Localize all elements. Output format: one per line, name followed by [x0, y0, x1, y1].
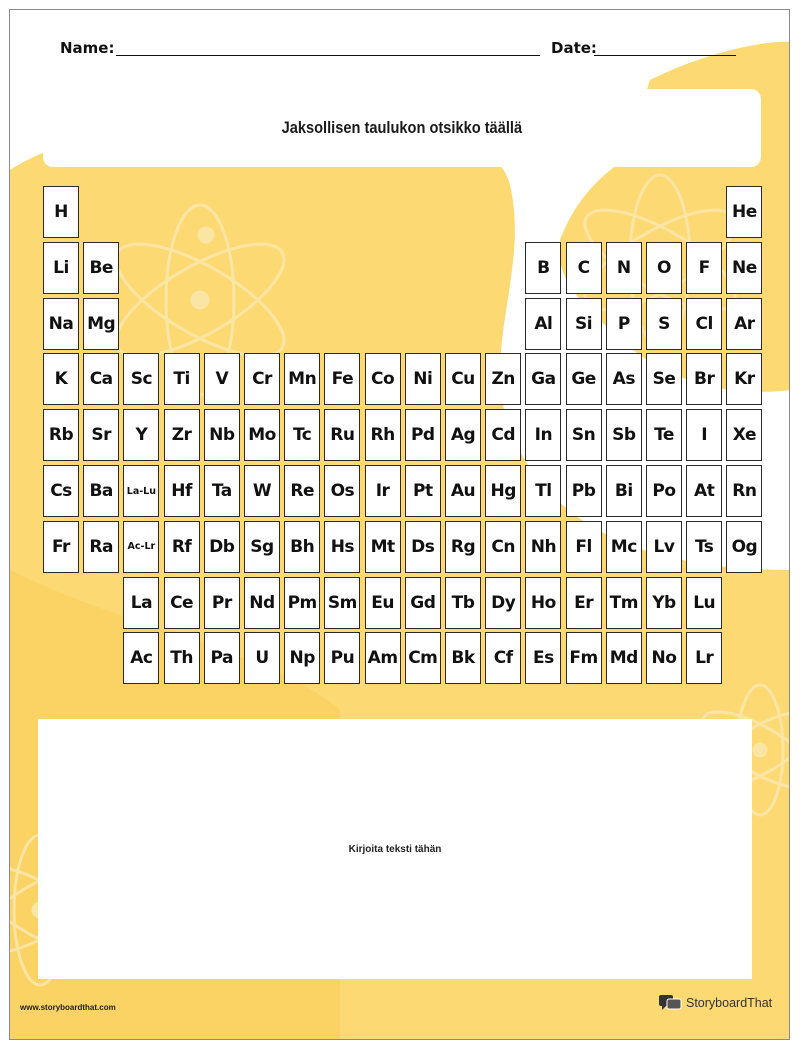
- element-cell-rb[interactable]: Rb: [43, 409, 79, 461]
- element-cell-ta[interactable]: Ta: [204, 465, 240, 517]
- element-cell-pr[interactable]: Pr: [204, 577, 240, 629]
- element-cell-cl[interactable]: Cl: [686, 298, 722, 350]
- element-cell-mt[interactable]: Mt: [365, 521, 401, 573]
- element-cell-ac[interactable]: Ac: [123, 632, 159, 684]
- element-cell-fr[interactable]: Fr: [43, 521, 79, 573]
- storyboard-logo-icon: [658, 994, 682, 1012]
- element-cell-w[interactable]: W: [244, 465, 280, 517]
- element-cell-pd[interactable]: Pd: [405, 409, 441, 461]
- element-cell-tc[interactable]: Tc: [284, 409, 320, 461]
- element-cell-tl[interactable]: Tl: [525, 465, 561, 517]
- element-cell-ga[interactable]: Ga: [525, 353, 561, 405]
- element-cell-hf[interactable]: Hf: [164, 465, 200, 517]
- element-cell-sg[interactable]: Sg: [244, 521, 280, 573]
- element-cell-cf[interactable]: Cf: [485, 632, 521, 684]
- element-cell-nb[interactable]: Nb: [204, 409, 240, 461]
- element-cell-n[interactable]: N: [606, 242, 642, 294]
- element-cell-sb[interactable]: Sb: [606, 409, 642, 461]
- element-cell-v[interactable]: V: [204, 353, 240, 405]
- brand-name: StoryboardThat: [686, 996, 773, 1010]
- element-cell-p[interactable]: P: [606, 298, 642, 350]
- element-cell-lv[interactable]: Lv: [646, 521, 682, 573]
- element-cell-c[interactable]: C: [566, 242, 602, 294]
- element-cell-rf[interactable]: Rf: [164, 521, 200, 573]
- element-cell-i[interactable]: I: [686, 409, 722, 461]
- element-cell-ge[interactable]: Ge: [566, 353, 602, 405]
- element-cell-cd[interactable]: Cd: [485, 409, 521, 461]
- element-cell-mc[interactable]: Mc: [606, 521, 642, 573]
- element-cell-yb[interactable]: Yb: [646, 577, 682, 629]
- element-cell-mo[interactable]: Mo: [244, 409, 280, 461]
- element-cell-y[interactable]: Y: [123, 409, 159, 461]
- worksheet-page: [9, 9, 790, 1040]
- element-cell-cn[interactable]: Cn: [485, 521, 521, 573]
- element-cell-zn[interactable]: Zn: [485, 353, 521, 405]
- element-cell-ac-lr[interactable]: Ac-Lr: [123, 521, 159, 573]
- element-cell-mn[interactable]: Mn: [284, 353, 320, 405]
- element-cell-rg[interactable]: Rg: [445, 521, 481, 573]
- element-cell-ne[interactable]: Ne: [726, 242, 762, 294]
- element-cell-cr[interactable]: Cr: [244, 353, 280, 405]
- element-cell-eu[interactable]: Eu: [365, 577, 401, 629]
- element-cell-kr[interactable]: Kr: [726, 353, 762, 405]
- element-cell-zr[interactable]: Zr: [164, 409, 200, 461]
- element-cell-cu[interactable]: Cu: [445, 353, 481, 405]
- text-box-placeholder: Kirjoita teksti tähän: [348, 843, 442, 855]
- element-cell-ag[interactable]: Ag: [445, 409, 481, 461]
- element-cell-cs[interactable]: Cs: [43, 465, 79, 517]
- element-cell-fm[interactable]: Fm: [566, 632, 602, 684]
- element-cell-th[interactable]: Th: [164, 632, 200, 684]
- element-cell-li[interactable]: Li: [43, 242, 79, 294]
- element-cell-db[interactable]: Db: [204, 521, 240, 573]
- element-cell-cm[interactable]: Cm: [405, 632, 441, 684]
- element-cell-au[interactable]: Au: [445, 465, 481, 517]
- element-cell-ru[interactable]: Ru: [324, 409, 360, 461]
- element-cell-hg[interactable]: Hg: [485, 465, 521, 517]
- element-cell-dy[interactable]: Dy: [485, 577, 521, 629]
- element-cell-br[interactable]: Br: [686, 353, 722, 405]
- element-cell-fl[interactable]: Fl: [566, 521, 602, 573]
- element-cell-pb[interactable]: Pb: [566, 465, 602, 517]
- element-cell-ti[interactable]: Ti: [164, 353, 200, 405]
- element-cell-xe[interactable]: Xe: [726, 409, 762, 461]
- element-cell-lu[interactable]: Lu: [686, 577, 722, 629]
- element-cell-ra[interactable]: Ra: [83, 521, 119, 573]
- element-cell-al[interactable]: Al: [525, 298, 561, 350]
- element-cell-hs[interactable]: Hs: [324, 521, 360, 573]
- title-box[interactable]: [43, 89, 761, 167]
- element-cell-lr[interactable]: Lr: [686, 632, 722, 684]
- element-cell-ni[interactable]: Ni: [405, 353, 441, 405]
- element-cell-u[interactable]: U: [244, 632, 280, 684]
- element-cell-ar[interactable]: Ar: [726, 298, 762, 350]
- element-cell-ba[interactable]: Ba: [83, 465, 119, 517]
- element-cell-os[interactable]: Os: [324, 465, 360, 517]
- element-cell-f[interactable]: F: [686, 242, 722, 294]
- element-cell-no[interactable]: No: [646, 632, 682, 684]
- element-cell-pu[interactable]: Pu: [324, 632, 360, 684]
- name-field[interactable]: [116, 55, 540, 56]
- element-cell-as[interactable]: As: [606, 353, 642, 405]
- element-cell-am[interactable]: Am: [365, 632, 401, 684]
- element-cell-bi[interactable]: Bi: [606, 465, 642, 517]
- element-cell-ir[interactable]: Ir: [365, 465, 401, 517]
- element-cell-be[interactable]: Be: [83, 242, 119, 294]
- element-cell-po[interactable]: Po: [646, 465, 682, 517]
- element-cell-na[interactable]: Na: [43, 298, 79, 350]
- element-cell-ts[interactable]: Ts: [686, 521, 722, 573]
- element-cell-mg[interactable]: Mg: [83, 298, 119, 350]
- element-cell-o[interactable]: O: [646, 242, 682, 294]
- text-box[interactable]: [38, 719, 752, 979]
- element-cell-pm[interactable]: Pm: [284, 577, 320, 629]
- element-cell-bk[interactable]: Bk: [445, 632, 481, 684]
- element-cell-co[interactable]: Co: [365, 353, 401, 405]
- date-field[interactable]: [594, 55, 736, 56]
- element-cell-sn[interactable]: Sn: [566, 409, 602, 461]
- element-cell-nd[interactable]: Nd: [244, 577, 280, 629]
- element-cell-ho[interactable]: Ho: [525, 577, 561, 629]
- element-cell-fe[interactable]: Fe: [324, 353, 360, 405]
- page-title: Jaksollisen taulukon otsikko täällä: [281, 118, 523, 137]
- element-cell-b[interactable]: B: [525, 242, 561, 294]
- element-cell-rn[interactable]: Rn: [726, 465, 762, 517]
- element-cell-ce[interactable]: Ce: [164, 577, 200, 629]
- element-cell-se[interactable]: Se: [646, 353, 682, 405]
- element-cell-s[interactable]: S: [646, 298, 682, 350]
- element-cell-rh[interactable]: Rh: [365, 409, 401, 461]
- element-cell-og[interactable]: Og: [726, 521, 762, 573]
- element-cell-md[interactable]: Md: [606, 632, 642, 684]
- date-label: Date:: [551, 39, 597, 57]
- element-cell-ca[interactable]: Ca: [83, 353, 119, 405]
- element-cell-at[interactable]: At: [686, 465, 722, 517]
- element-cell-gd[interactable]: Gd: [405, 577, 441, 629]
- brand-logo: [658, 994, 772, 1012]
- element-cell-pa[interactable]: Pa: [204, 632, 240, 684]
- element-cell-nh[interactable]: Nh: [525, 521, 561, 573]
- name-label: Name:: [60, 39, 115, 57]
- element-cell-tm[interactable]: Tm: [606, 577, 642, 629]
- footer-url: www.storyboardthat.com: [20, 1003, 116, 1012]
- element-cell-er[interactable]: Er: [566, 577, 602, 629]
- element-cell-sm[interactable]: Sm: [324, 577, 360, 629]
- element-cell-he[interactable]: He: [726, 186, 762, 238]
- element-cell-np[interactable]: Np: [284, 632, 320, 684]
- element-cell-tb[interactable]: Tb: [445, 577, 481, 629]
- element-cell-pt[interactable]: Pt: [405, 465, 441, 517]
- element-cell-k[interactable]: K: [43, 353, 79, 405]
- element-cell-es[interactable]: Es: [525, 632, 561, 684]
- element-cell-in[interactable]: In: [525, 409, 561, 461]
- element-cell-sr[interactable]: Sr: [83, 409, 119, 461]
- element-cell-bh[interactable]: Bh: [284, 521, 320, 573]
- element-cell-la-lu[interactable]: La-Lu: [123, 465, 159, 517]
- element-cell-re[interactable]: Re: [284, 465, 320, 517]
- element-cell-sc[interactable]: Sc: [123, 353, 159, 405]
- element-cell-te[interactable]: Te: [646, 409, 682, 461]
- element-cell-ds[interactable]: Ds: [405, 521, 441, 573]
- element-cell-si[interactable]: Si: [566, 298, 602, 350]
- element-cell-la[interactable]: La: [123, 577, 159, 629]
- element-cell-h[interactable]: H: [43, 186, 79, 238]
